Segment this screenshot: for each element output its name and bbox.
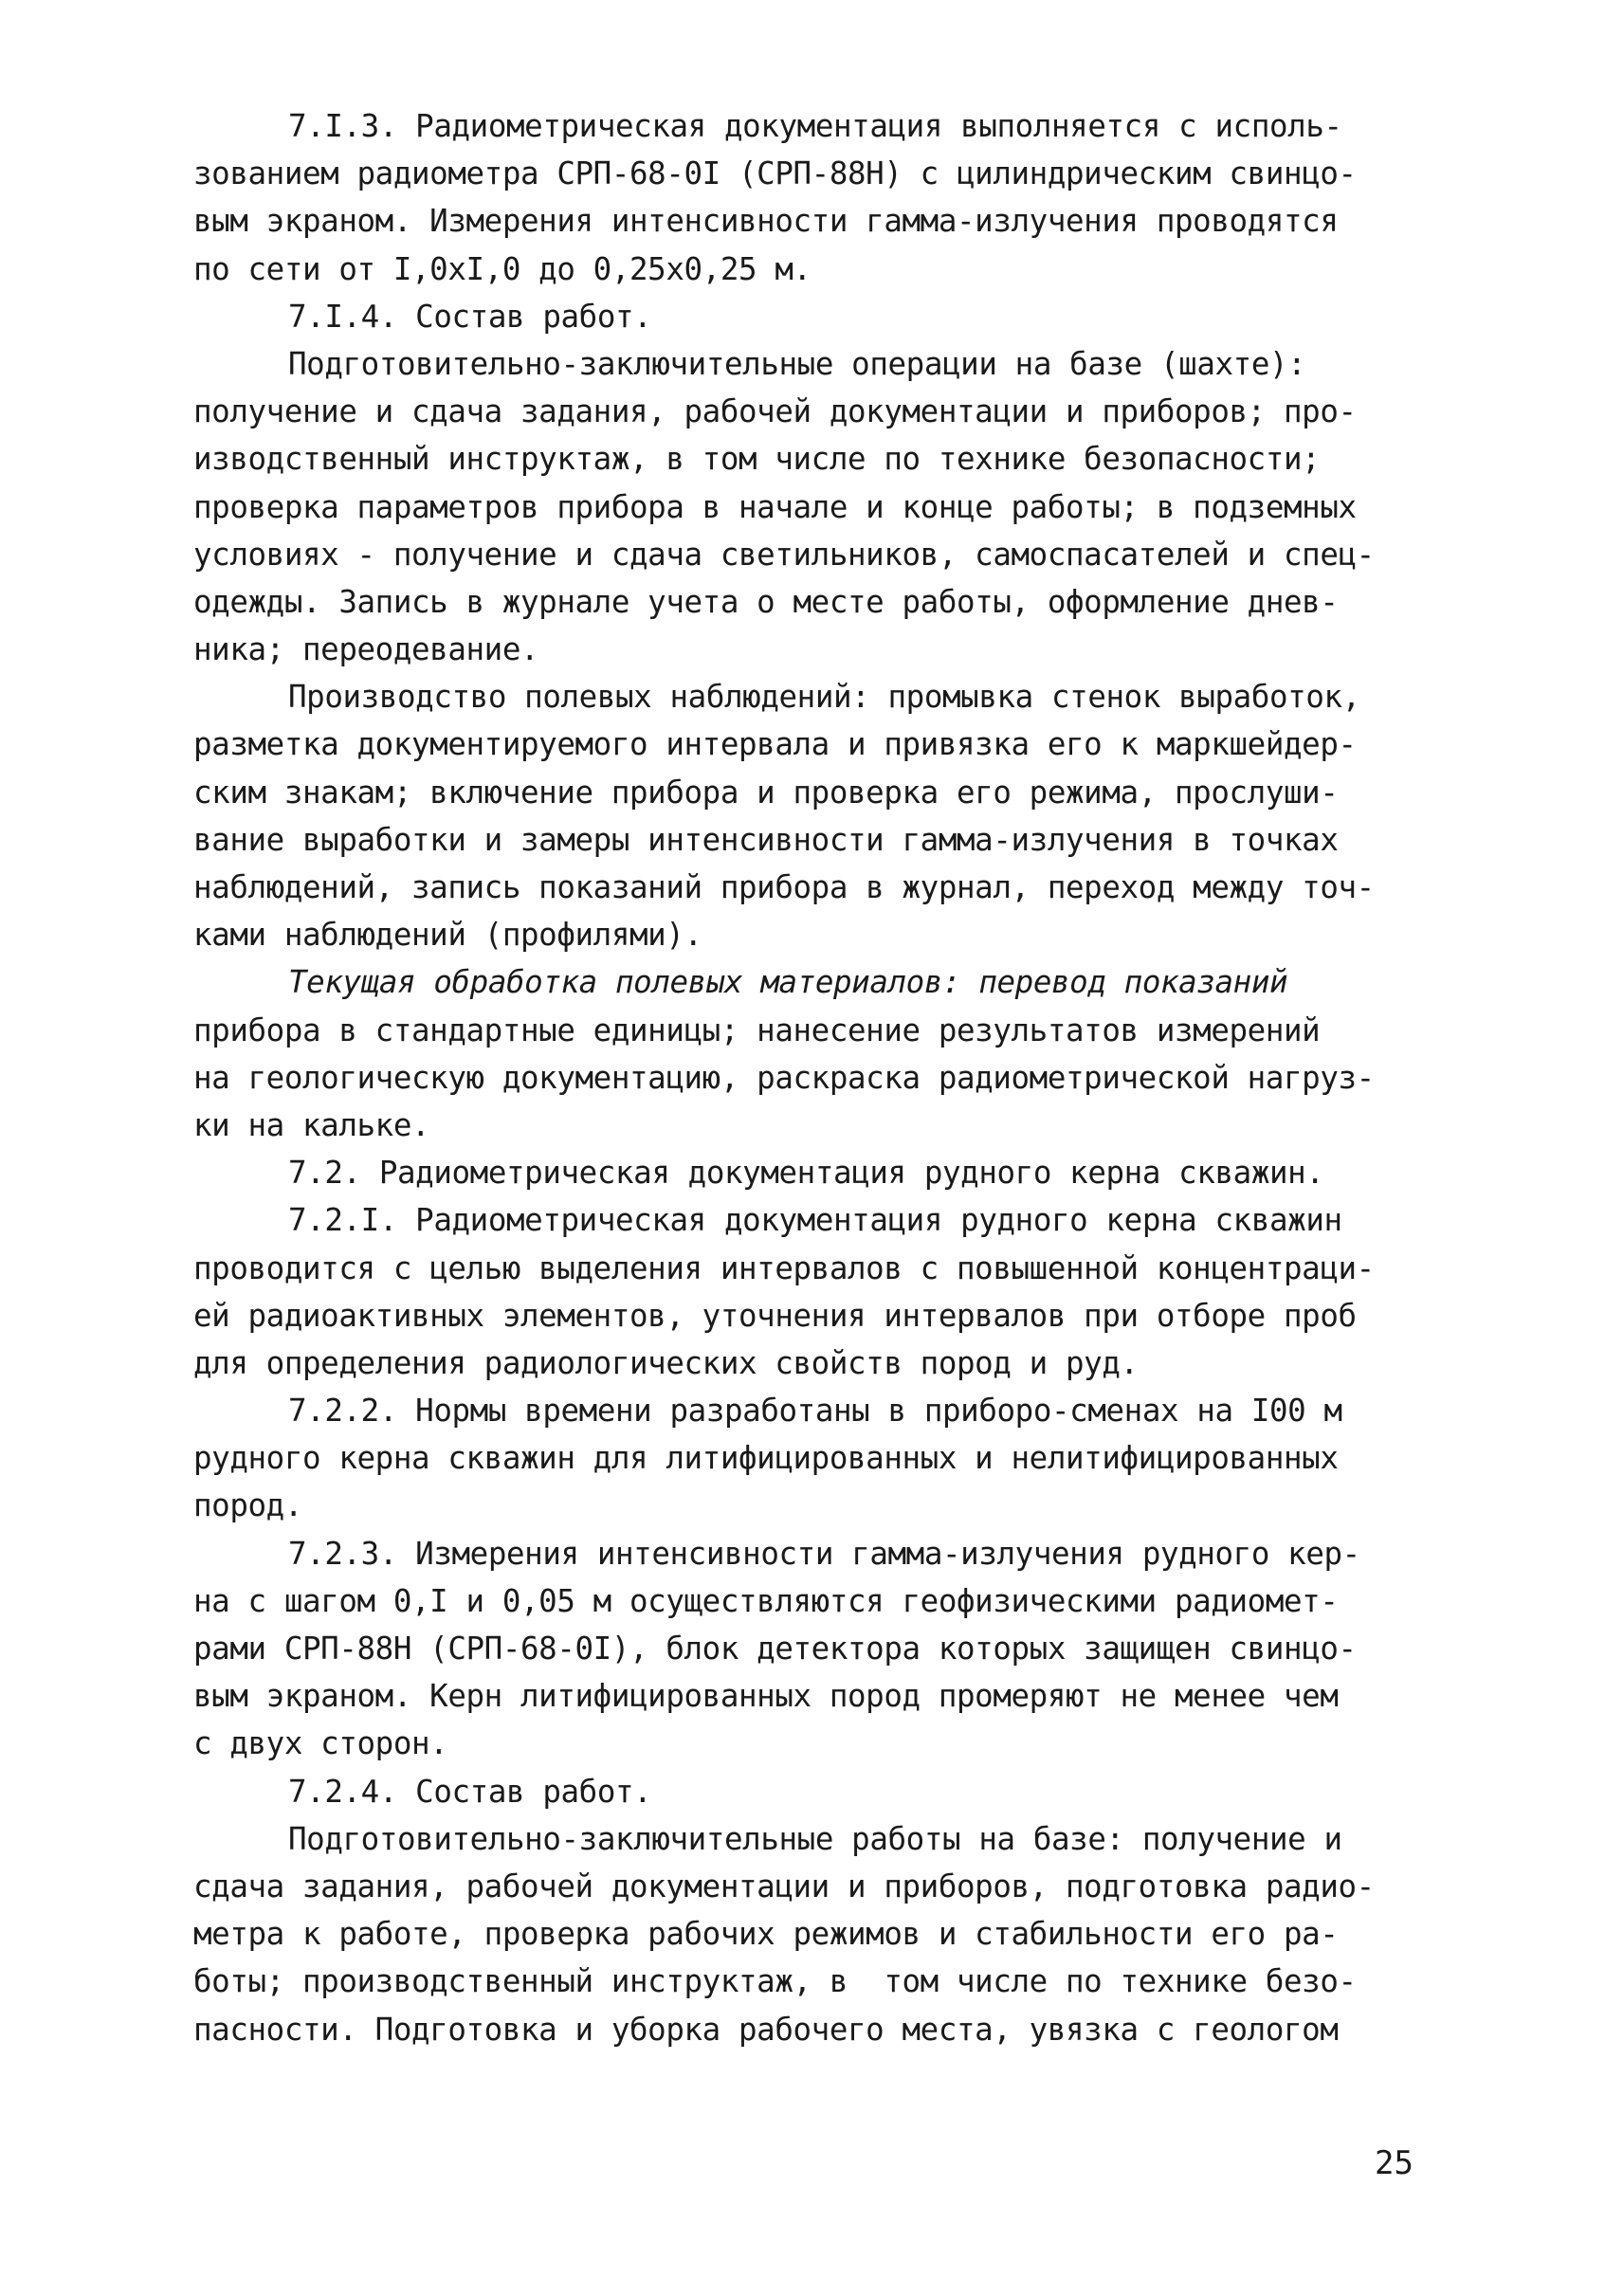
text-line: на с шагом 0,I и 0,05 м осуществляются геофизическими радиомет-	[193, 1582, 1339, 1619]
text-line: Подготовительно-заключительные операции на базе (шахте):	[288, 345, 1306, 382]
text-line: 7.I.4. Состав работ.	[288, 298, 652, 335]
text-line: 7.2.4. Состав работ.	[288, 1773, 652, 1810]
text-line: вым экраном. Измерения интенсивности гамма-излучения проводятся	[193, 203, 1339, 240]
text-line: получение и сдача задания, рабочей документации и приборов; про-	[193, 393, 1357, 430]
text-line: проводится с целью выделения интервалов с повышенной концентраци-	[193, 1249, 1375, 1286]
text-line: зованием радиометра СРП-68-0I (СРП-88Н) с цилиндрическим свинцо-	[193, 155, 1357, 192]
text-line: пасности. Подготовка и уборка рабочего места, увязка с геологом	[193, 2011, 1339, 2048]
text-line: условиях - получение и сдача светильников, самоспасателей и спец-	[193, 536, 1375, 573]
text-line: рами СРП-88Н (СРП-68-0I), блок детектора которых защищен свинцо-	[193, 1631, 1357, 1667]
text-line: изводственный инструктаж, в том числе по технике безопасности;	[193, 441, 1321, 478]
text-line: для определения радиологических свойств пород и руд.	[193, 1344, 1139, 1381]
text-line: 7.I.3. Радиометрическая документация выполняется с исполь-	[288, 108, 1342, 144]
text-line: метра к работе, проверка рабочих режимов и стабильности его ра-	[193, 1916, 1339, 1953]
text-line: ей радиоактивных элементов, уточнения интервалов при отборе проб	[193, 1297, 1357, 1334]
text-line: Текущая обработка полевых материалов: перевод показаний	[288, 964, 1288, 1001]
text-line: пород.	[193, 1487, 302, 1524]
text-line: на геологическую документацию, раскраска радиометрической нагруз-	[193, 1059, 1375, 1096]
page-number: 25	[1375, 2144, 1413, 2182]
text-line: сдача задания, рабочей документации и приборов, подготовка радио-	[193, 1868, 1375, 1904]
text-line: с двух сторон.	[193, 1725, 448, 1762]
text-line: боты; производственный инструктаж, в том числе по технике безо-	[193, 1963, 1357, 2000]
text-line: прибора в стандартные единицы; нанесение результатов измерений	[193, 1011, 1321, 1048]
text-line: вым экраном. Керн литифицированных пород промеряют не менее чем	[193, 1678, 1339, 1715]
text-line: разметка документируемого интервала и привязка его к маркшейдер-	[193, 726, 1357, 763]
text-line: проверка параметров прибора в начале и конце работы; в подземных	[193, 488, 1357, 525]
text-line: 7.2.I. Радиометрическая документация рудного керна скважин	[288, 1202, 1342, 1239]
text-line: ки на кальке.	[193, 1106, 430, 1143]
text-line: одежды. Запись в журнале учета о месте работы, оформление днев-	[193, 583, 1339, 620]
text-line: ника; переодевание.	[193, 631, 539, 668]
text-line: Подготовительно-заключительные работы на базе: получение и	[288, 1820, 1342, 1857]
text-line: ками наблюдений (профилями).	[193, 917, 702, 954]
text-line: по сети от I,0хI,0 до 0,25х0,25 м.	[193, 250, 812, 287]
text-line: Производство полевых наблюдений: промывка стенок выработок,	[288, 679, 1360, 716]
text-line: 7.2.3. Измерения интенсивности гамма-излучения рудного кер-	[288, 1535, 1360, 1572]
text-line: наблюдений, запись показаний прибора в журнал, переход между точ-	[193, 869, 1375, 905]
text-line: рудного керна скважин для литифицированных и нелитифицированных	[193, 1440, 1339, 1477]
text-line: ским знакам; включение прибора и проверка его режима, прослуши-	[193, 774, 1339, 811]
document-body	[193, 102, 1454, 2053]
text-line: 7.2.2. Нормы времени разработаны в приборо-сменах на I00 м	[288, 1393, 1342, 1430]
text-line: 7.2. Радиометрическая документация рудного керна скважин.	[288, 1155, 1324, 1192]
text-line: вание выработки и замеры интенсивности гамма-излучения в точках	[193, 821, 1339, 858]
